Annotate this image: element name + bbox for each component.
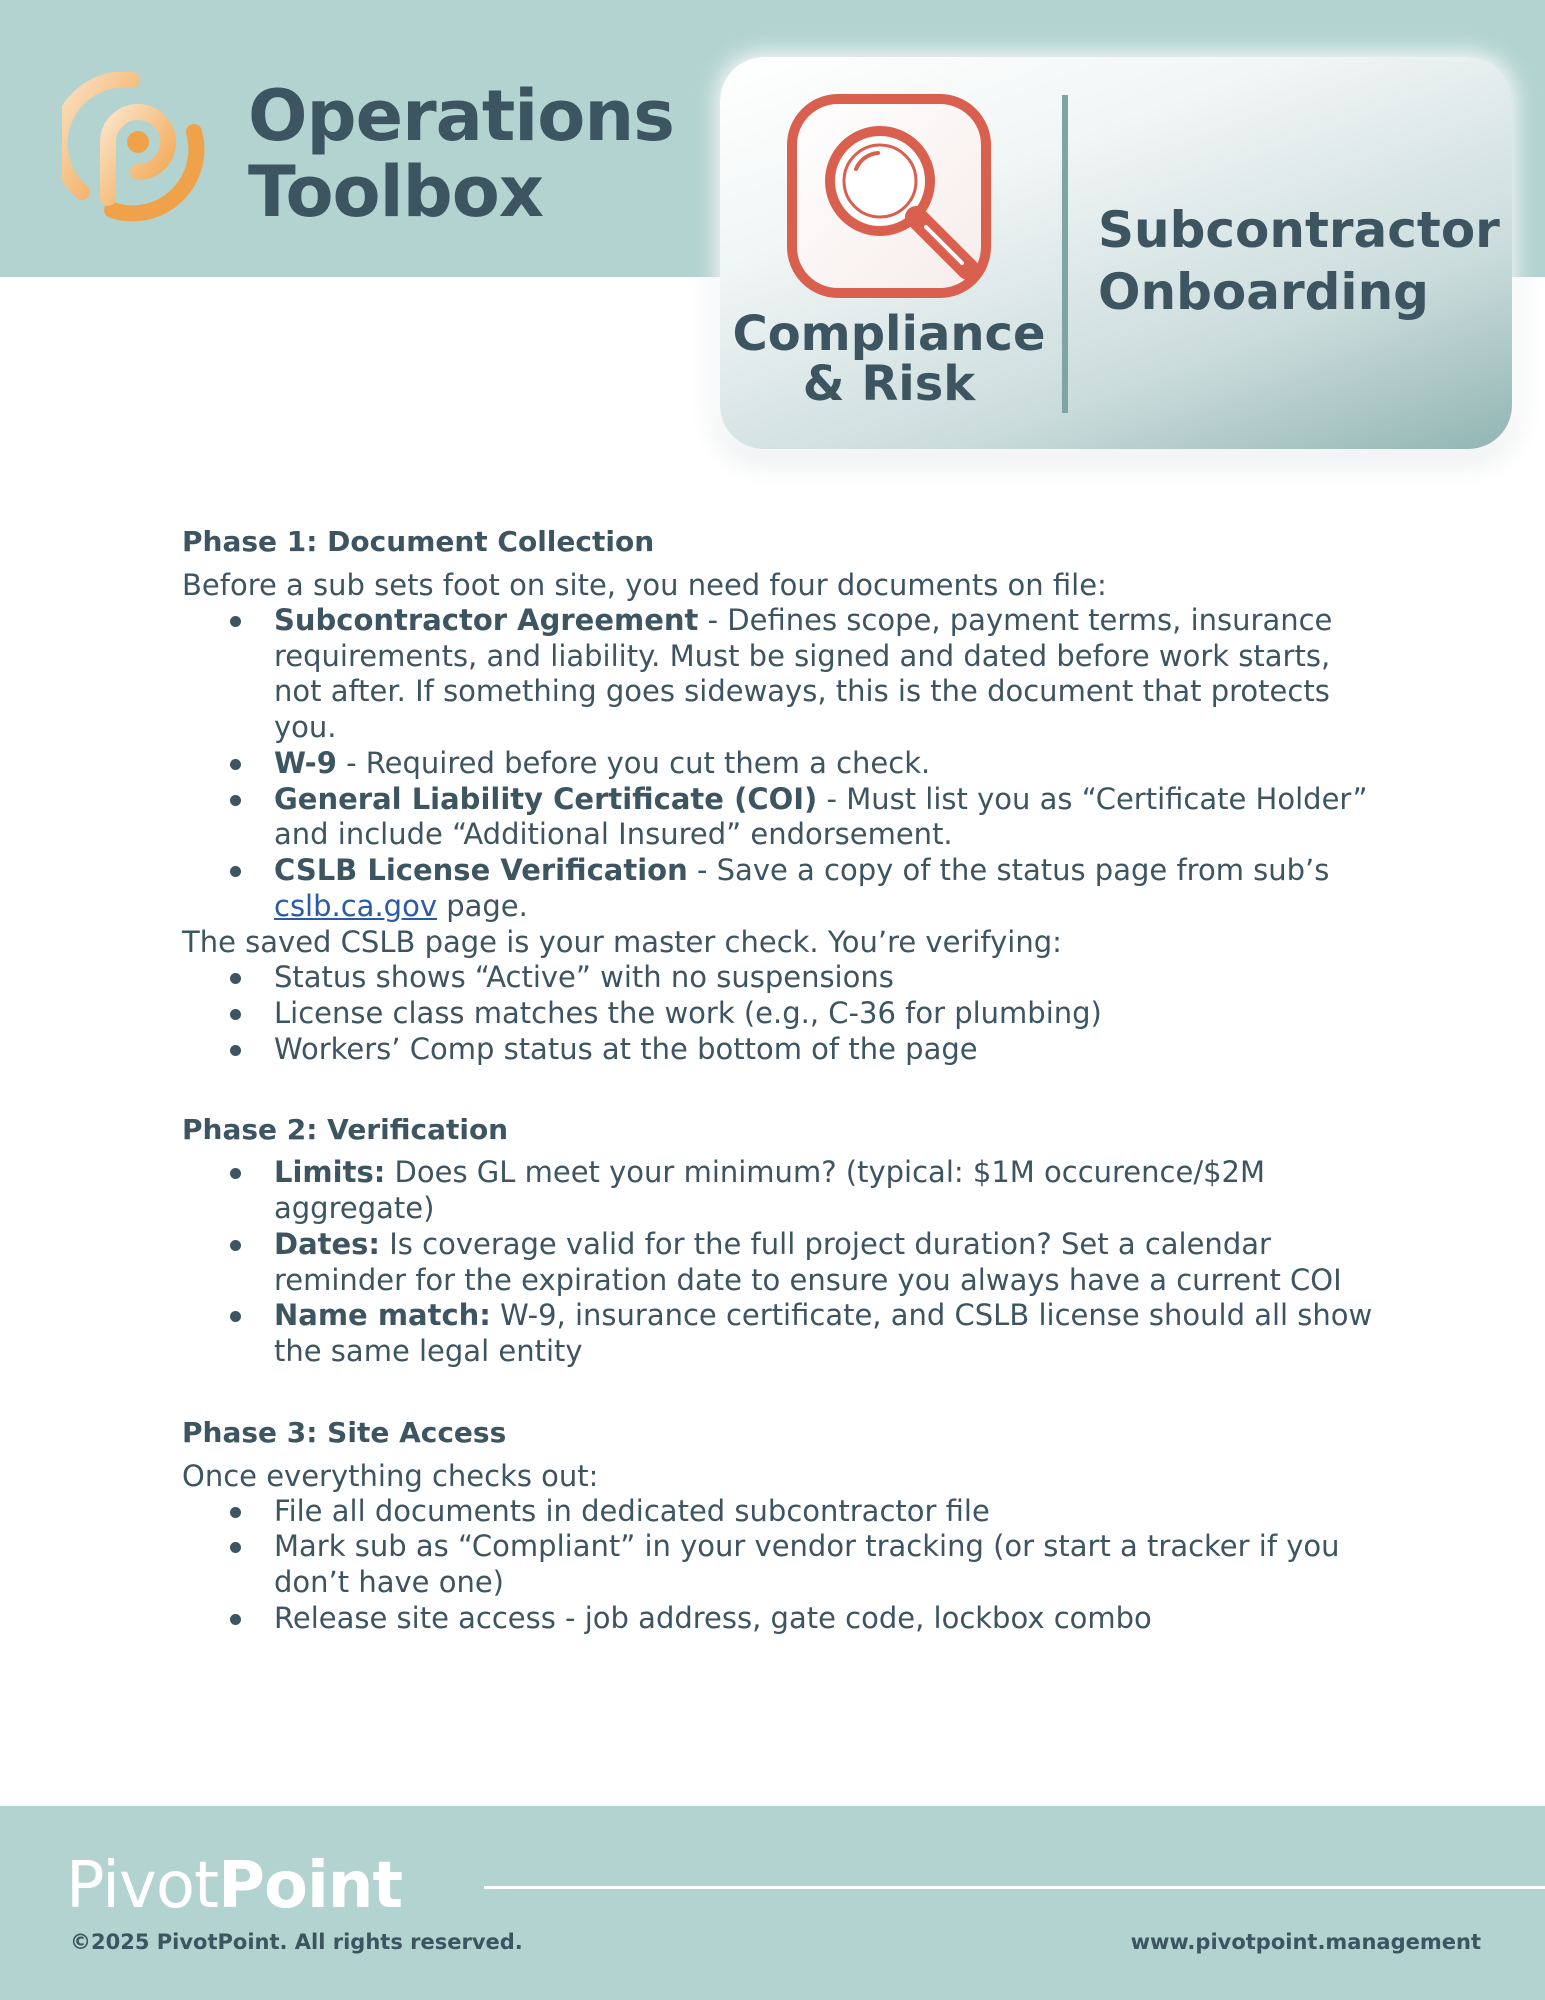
item-text: Workers’ Comp status at the bottom of the page [274,1031,978,1066]
item-term: W-9 [274,745,337,780]
item-term: Name match: [274,1298,491,1333]
list-item [182,853,1382,924]
topic-title [1098,199,1500,323]
list-item [182,960,1382,996]
phase1-heading: Phase 1: Document Collection [182,525,655,558]
bullet-icon [230,616,241,627]
item-term: CSLB License Verification [274,852,688,887]
bullet-icon [230,1311,241,1322]
footer-copyright: ©2025 PivotPoint. All rights reserved. [70,1930,523,1954]
bullet-icon [230,1507,241,1518]
phase1-intro: Before a sub sets foot on site, you need four documents on file: [182,568,1107,602]
phase1-followup: The saved CSLB page is your master check. You’re verifying: [182,925,1062,960]
list-item [182,1032,1382,1068]
list-item [182,1601,1382,1637]
bullet-icon [230,1240,241,1251]
title-line-2: Toolbox [248,151,543,233]
category-label [720,306,1058,412]
item-term: General Liability Certificate (COI) [274,781,818,816]
item-term: Subcontractor Agreement [274,603,699,637]
phase2-heading: Phase 2: Verification [182,1113,509,1147]
bullet-icon [230,795,241,806]
category-line-1: Compliance [732,306,1046,362]
bullet-icon [230,1009,241,1020]
phase3-intro: Once everything checks out: [182,1458,599,1493]
list-item [182,1298,1382,1369]
list-item [182,1155,1382,1226]
page-title [248,75,674,233]
magnifier-icon [786,93,992,299]
card-divider [1062,95,1068,413]
category-line-2: & Risk [802,356,976,412]
bullet-icon [230,1045,241,1056]
item-text: Mark sub as “Compliant” in your vendor tracking (or start a tracker if you don’t have one) [274,1529,1340,1600]
list-item [182,746,1382,782]
footer-logo [66,1846,402,1926]
item-text: Does GL meet your minimum? (typical: $1M occurence/$2M aggregate) [274,1155,1266,1226]
list-item [182,996,1382,1032]
item-text: page. [436,888,528,923]
pivotpoint-logo-icon [62,72,212,232]
bullet-icon [230,1614,241,1625]
bullet-icon [230,973,241,984]
item-term: Dates: [274,1226,381,1261]
topic-line-1: Subcontractor [1098,201,1500,259]
phase3-list [182,1494,1382,1637]
phase3-heading: Phase 3: Site Access [182,1415,507,1449]
footer-logo-light: Pivot [66,1849,219,1923]
list-item [182,603,1382,746]
topic-card [720,57,1512,449]
item-text: Release site access - job address, gate code, lockbox combo [274,1600,1152,1635]
item-text: - Required before you cut them a check. [336,745,931,780]
document-body [182,517,1382,1636]
item-text: - Must list you as “Certificate Holder” and include “Additional Insured” endorsement. [274,781,1368,852]
item-text: License class matches the work (e.g., C-36 for plumbing) [274,996,1102,1031]
bullet-icon [230,1168,241,1179]
bullet-icon [230,866,241,877]
item-text: - Save a copy of the status page from sub’s [687,852,1330,887]
list-item [182,782,1382,853]
phase1-document-list [182,603,1382,924]
section-gap [182,1370,1382,1408]
footer-url[interactable]: www.pivotpoint.management [1130,1930,1481,1954]
item-text: W-9, insurance certificate, and CSLB license should all show the same legal entity [274,1298,1373,1368]
footer-logo-strong: Point [218,1849,403,1923]
phase2-list [182,1155,1382,1369]
list-item [182,1494,1382,1530]
title-line-1: Operations [248,75,674,157]
item-text: - Defines scope, payment terms, insurance requirements, and liability. Must be signed and dated before work starts, not after. If something goes sideways, this is the document that protects you. [274,603,1333,745]
topic-line-2: Onboarding [1098,263,1429,321]
section-gap [182,1067,1382,1105]
item-text: Status shows “Active” with no suspensions [274,960,894,995]
item-text: Is coverage valid for the full project duration? Set a calendar reminder for the expiration date to ensure you always have a current COI [274,1226,1342,1297]
item-term: Limits: [274,1155,386,1190]
footer-rule [484,1886,1545,1889]
cslb-link[interactable]: cslb.ca.gov [274,888,437,923]
item-text: File all documents in dedicated subcontractor file [274,1493,990,1528]
list-item [182,1529,1382,1600]
list-item [182,1227,1382,1298]
phase1-check-list [182,960,1382,1067]
bullet-icon [230,759,241,770]
bullet-icon [230,1542,241,1553]
